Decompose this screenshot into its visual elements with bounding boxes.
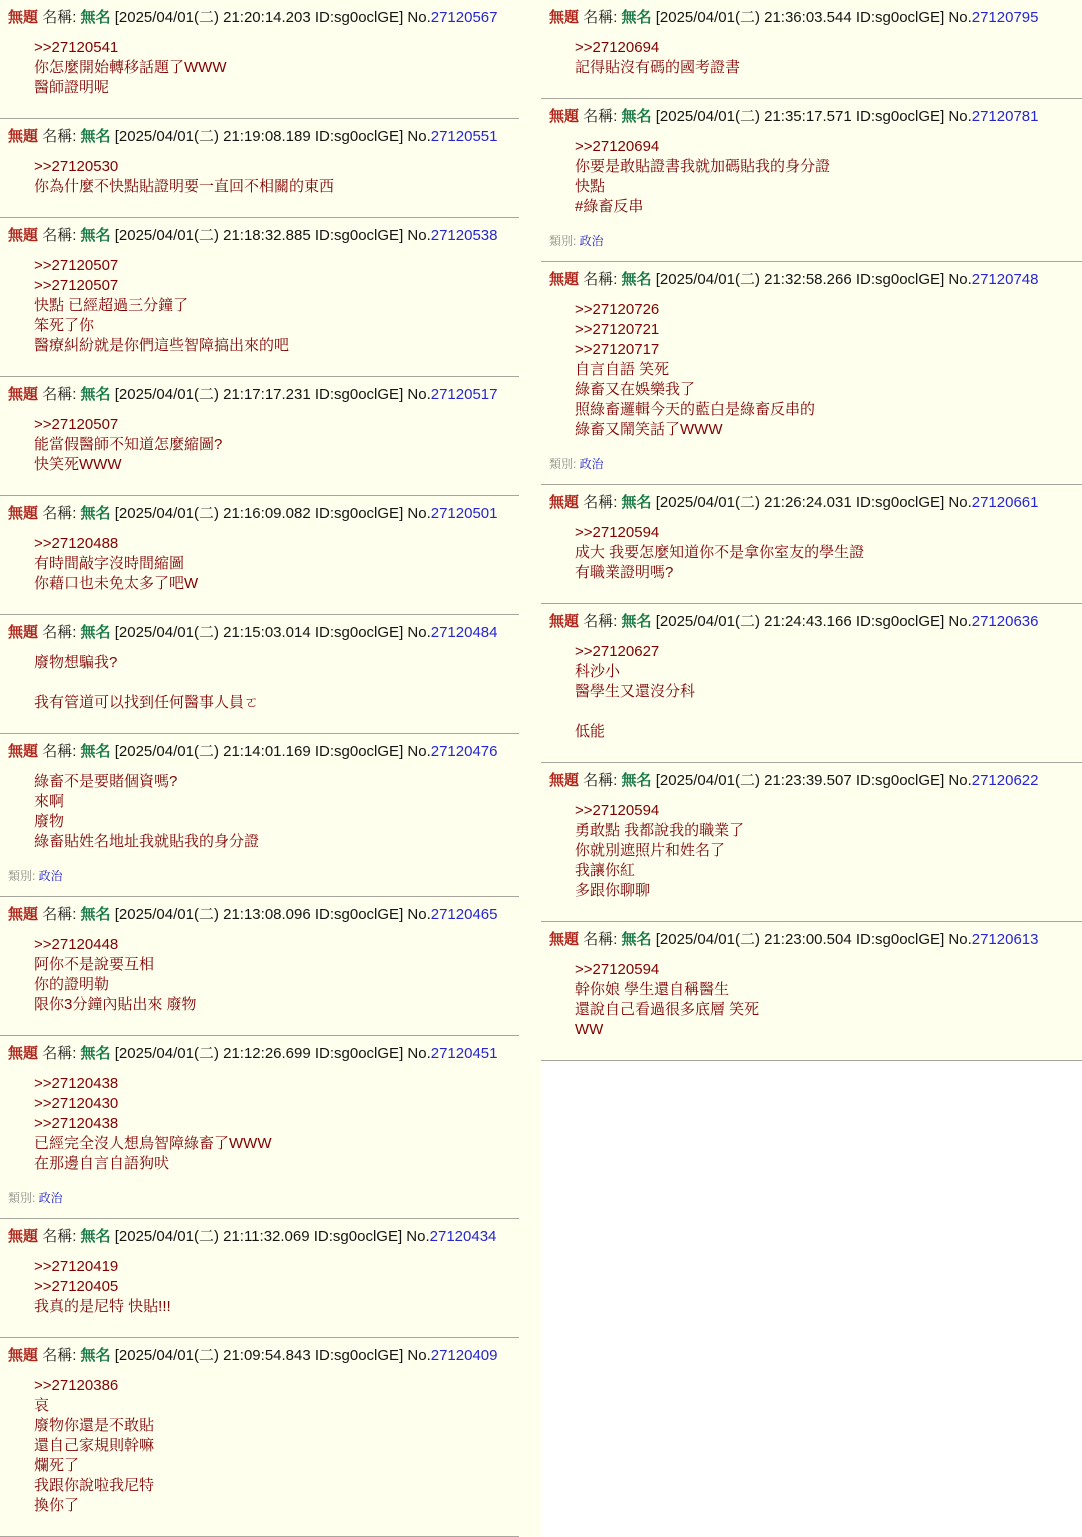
body-line: 醫師證明呢 bbox=[34, 79, 110, 96]
post-number-link[interactable]: 27120567 bbox=[430, 9, 498, 26]
body-line: 記得貼沒有碼的國考證書 bbox=[575, 59, 741, 76]
post-body bbox=[34, 1257, 541, 1317]
category-label: 類別: bbox=[8, 1191, 39, 1205]
post bbox=[0, 496, 541, 615]
category-label: 類別: bbox=[549, 234, 580, 248]
name-label: 名稱: bbox=[42, 624, 81, 641]
body-line: 有職業證明嗎? bbox=[575, 564, 674, 581]
post-number-link[interactable]: 27120465 bbox=[430, 906, 498, 923]
body-line: 還說自己看過很多底層 笑死 bbox=[575, 1001, 760, 1018]
name-label: 名稱: bbox=[42, 9, 81, 26]
post-body bbox=[575, 642, 1082, 742]
post-number-link[interactable]: 27120501 bbox=[430, 505, 498, 522]
quote-link[interactable]: >>27120726 bbox=[575, 301, 660, 318]
body-line: 醫療糾紛就是你們這些智障搞出來的吧 bbox=[34, 337, 290, 354]
quote-link[interactable]: >>27120430 bbox=[34, 1095, 119, 1112]
body-line: 自言自語 笑死 bbox=[575, 361, 670, 378]
post-header bbox=[0, 504, 541, 524]
quote-link[interactable]: >>27120507 bbox=[34, 416, 119, 433]
body-line: 科沙小 bbox=[575, 663, 621, 680]
post-number-label: No. bbox=[948, 494, 972, 511]
category-label: 類別: bbox=[549, 457, 580, 471]
post-header bbox=[0, 8, 541, 28]
post bbox=[0, 218, 541, 377]
post bbox=[541, 604, 1082, 763]
poster-name: 無名 bbox=[621, 613, 652, 630]
category-link-politics[interactable]: 政治 bbox=[579, 234, 604, 248]
post-number-link[interactable]: 27120409 bbox=[430, 1347, 498, 1364]
category-link-politics[interactable]: 政治 bbox=[579, 457, 604, 471]
poster-name: 無名 bbox=[80, 906, 111, 923]
post bbox=[0, 377, 541, 496]
post bbox=[0, 0, 541, 119]
post-number-link[interactable]: 27120484 bbox=[430, 624, 498, 641]
post-header bbox=[0, 127, 541, 147]
poster-name: 無名 bbox=[621, 772, 652, 789]
body-line: 你要是敢貼證書我就加碼貼我的身分證 bbox=[575, 158, 831, 175]
post-number-link[interactable]: 27120551 bbox=[430, 128, 498, 145]
post-subject: 無題 bbox=[8, 1347, 39, 1364]
post-number-label: No. bbox=[948, 772, 972, 789]
body-line: 我讓你紅 bbox=[575, 862, 636, 879]
post-body bbox=[575, 38, 1082, 78]
poster-name: 無名 bbox=[621, 9, 652, 26]
post-number-label: No. bbox=[948, 931, 972, 948]
post-header bbox=[0, 1227, 541, 1247]
post-subject: 無題 bbox=[8, 906, 39, 923]
body-line: 我跟你說啦我尼特 bbox=[34, 1477, 155, 1494]
post-timestamp: [2025/04/01(二) 21:15:03.014 ID:sg0oclGE] bbox=[114, 624, 408, 641]
body-line: 快點 bbox=[575, 178, 606, 195]
post-header bbox=[0, 1346, 541, 1366]
post-timestamp: [2025/04/01(二) 21:16:09.082 ID:sg0oclGE] bbox=[114, 505, 408, 522]
post bbox=[541, 0, 1082, 99]
quote-link[interactable]: >>27120694 bbox=[575, 138, 660, 155]
post-timestamp: [2025/04/01(二) 21:17:17.231 ID:sg0oclGE] bbox=[114, 386, 408, 403]
body-line: 照綠畜邏輯今天的藍白是綠畜反串的 bbox=[575, 401, 816, 418]
name-label: 名稱: bbox=[583, 271, 622, 288]
quote-link[interactable]: >>27120448 bbox=[34, 936, 119, 953]
quote-link[interactable]: >>27120507 bbox=[34, 257, 119, 274]
quote-link[interactable]: >>27120488 bbox=[34, 535, 119, 552]
name-label: 名稱: bbox=[42, 1228, 81, 1245]
quote-link[interactable]: >>27120627 bbox=[575, 643, 660, 660]
post-timestamp: [2025/04/01(二) 21:36:03.544 ID:sg0oclGE] bbox=[655, 9, 949, 26]
post-timestamp: [2025/04/01(二) 21:18:32.885 ID:sg0oclGE] bbox=[114, 227, 408, 244]
name-label: 名稱: bbox=[583, 494, 622, 511]
post-subject: 無題 bbox=[8, 386, 39, 403]
name-label: 名稱: bbox=[42, 227, 81, 244]
post-timestamp: [2025/04/01(二) 21:32:58.266 ID:sg0oclGE] bbox=[655, 271, 949, 288]
quote-link[interactable]: >>27120541 bbox=[34, 39, 119, 56]
category-label: 類別: bbox=[8, 869, 39, 883]
post-header bbox=[0, 385, 541, 405]
poster-name: 無名 bbox=[80, 227, 111, 244]
body-line: 能當假醫師不知道怎麼縮圖? bbox=[34, 436, 223, 453]
post-timestamp: [2025/04/01(二) 21:20:14.203 ID:sg0oclGE] bbox=[114, 9, 408, 26]
post-header bbox=[0, 623, 541, 643]
poster-name: 無名 bbox=[80, 624, 111, 641]
quote-link[interactable]: >>27120507 bbox=[34, 277, 119, 294]
post-subject: 無題 bbox=[8, 1045, 39, 1062]
poster-name: 無名 bbox=[621, 108, 652, 125]
poster-name: 無名 bbox=[80, 1045, 111, 1062]
post bbox=[541, 763, 1082, 922]
body-line: 還自己家規則幹嘛 bbox=[34, 1437, 155, 1454]
quote-link[interactable]: >>27120405 bbox=[34, 1278, 119, 1295]
quote-link[interactable]: >>27120594 bbox=[575, 802, 660, 819]
post-subject: 無題 bbox=[549, 613, 580, 630]
body-line: 我有管道可以找到任何醫事人員ㄛ bbox=[34, 694, 260, 711]
post-subject: 無題 bbox=[549, 9, 580, 26]
poster-name: 無名 bbox=[80, 128, 111, 145]
name-label: 名稱: bbox=[42, 743, 81, 760]
post-number-label: No. bbox=[407, 1045, 431, 1062]
poster-name: 無名 bbox=[621, 494, 652, 511]
body-line: 綠畜又鬧笑話了WWW bbox=[575, 421, 723, 438]
post-subject: 無題 bbox=[549, 494, 580, 511]
post-subject: 無題 bbox=[549, 772, 580, 789]
body-line: 快笑死WWW bbox=[34, 456, 122, 473]
post-number-label: No. bbox=[407, 624, 431, 641]
name-label: 名稱: bbox=[42, 906, 81, 923]
category-row bbox=[8, 1190, 541, 1206]
post-body bbox=[34, 415, 541, 475]
post-body bbox=[575, 960, 1082, 1040]
post-number-link[interactable]: 27120434 bbox=[429, 1228, 497, 1245]
poster-name: 無名 bbox=[621, 931, 652, 948]
post-number-link[interactable]: 27120661 bbox=[971, 494, 1039, 511]
body-line: 勇敢點 我都說我的職業了 bbox=[575, 822, 745, 839]
body-line: 廢物想騙我? bbox=[34, 654, 118, 671]
body-line: 綠畜不是要賭個資嗎? bbox=[34, 773, 178, 790]
post-timestamp: [2025/04/01(二) 21:09:54.843 ID:sg0oclGE] bbox=[114, 1347, 408, 1364]
post bbox=[0, 734, 541, 897]
body-line: WW bbox=[575, 1021, 604, 1038]
quote-link[interactable]: >>27120694 bbox=[575, 39, 660, 56]
body-line: 成大 我要怎麼知道你不是拿你室友的學生證 bbox=[575, 544, 865, 561]
name-label: 名稱: bbox=[583, 613, 622, 630]
post-timestamp: [2025/04/01(二) 21:26:24.031 ID:sg0oclGE] bbox=[655, 494, 949, 511]
name-label: 名稱: bbox=[42, 505, 81, 522]
body-line bbox=[575, 702, 1082, 722]
post-body bbox=[34, 38, 541, 98]
post-body bbox=[34, 157, 541, 197]
post-header bbox=[541, 493, 1082, 513]
body-line: 醫學生又還沒分科 bbox=[575, 683, 696, 700]
post-subject: 無題 bbox=[8, 743, 39, 760]
post-number-link[interactable]: 27120517 bbox=[430, 386, 498, 403]
poster-name: 無名 bbox=[80, 386, 111, 403]
name-label: 名稱: bbox=[42, 1347, 81, 1364]
post-number-link[interactable]: 27120795 bbox=[971, 9, 1039, 26]
post bbox=[0, 897, 541, 1036]
post-number-label: No. bbox=[407, 1347, 431, 1364]
body-line: 阿你不是說要互相 bbox=[34, 956, 155, 973]
post-timestamp: [2025/04/01(二) 21:23:39.507 ID:sg0oclGE] bbox=[655, 772, 949, 789]
post-number-label: No. bbox=[407, 227, 431, 244]
post-body bbox=[575, 137, 1082, 217]
quote-link[interactable]: >>27120386 bbox=[34, 1377, 119, 1394]
post-header bbox=[541, 771, 1082, 791]
post-header bbox=[0, 905, 541, 925]
body-line: 笨死了你 bbox=[34, 317, 95, 334]
post-timestamp: [2025/04/01(二) 21:35:17.571 ID:sg0oclGE] bbox=[655, 108, 949, 125]
post-number-link[interactable]: 27120451 bbox=[430, 1045, 498, 1062]
body-line: 幹你娘 學生還自稱醫生 bbox=[575, 981, 730, 998]
body-line bbox=[34, 673, 541, 693]
body-line: 在那邊自言自語狗吠 bbox=[34, 1155, 170, 1172]
category-link-politics[interactable]: 政治 bbox=[38, 869, 63, 883]
post-number-link[interactable]: 27120613 bbox=[971, 931, 1039, 948]
post bbox=[0, 615, 541, 734]
poster-name: 無名 bbox=[80, 1347, 111, 1364]
post-body bbox=[34, 772, 541, 852]
body-line: 多跟你聊聊 bbox=[575, 882, 651, 899]
post-body bbox=[34, 1376, 541, 1516]
post-timestamp: [2025/04/01(二) 21:14:01.169 ID:sg0oclGE] bbox=[114, 743, 408, 760]
poster-name: 無名 bbox=[80, 1228, 111, 1245]
post-header bbox=[541, 270, 1082, 290]
post-body bbox=[34, 653, 541, 713]
category-link-politics[interactable]: 政治 bbox=[38, 1191, 63, 1205]
post-header bbox=[541, 930, 1082, 950]
post-number-link[interactable]: 27120622 bbox=[971, 772, 1039, 789]
post-number-link[interactable]: 27120476 bbox=[430, 743, 498, 760]
post-subject: 無題 bbox=[8, 1228, 39, 1245]
post-subject: 無題 bbox=[549, 931, 580, 948]
post-number-label: No. bbox=[948, 613, 972, 630]
post bbox=[541, 485, 1082, 604]
post-timestamp: [2025/04/01(二) 21:12:26.699 ID:sg0oclGE] bbox=[114, 1045, 408, 1062]
post-number-link[interactable]: 27120748 bbox=[971, 271, 1039, 288]
post-header bbox=[0, 1044, 541, 1064]
body-line: 換你了 bbox=[34, 1497, 80, 1514]
name-label: 名稱: bbox=[42, 1045, 81, 1062]
post-subject: 無題 bbox=[8, 9, 39, 26]
post-number-label: No. bbox=[407, 906, 431, 923]
post-timestamp: [2025/04/01(二) 21:24:43.166 ID:sg0oclGE] bbox=[655, 613, 949, 630]
quote-link[interactable]: >>27120594 bbox=[575, 524, 660, 541]
post-number-label: No. bbox=[948, 9, 972, 26]
post-subject: 無題 bbox=[549, 271, 580, 288]
post-number-label: No. bbox=[407, 743, 431, 760]
category-row bbox=[549, 456, 1082, 472]
quote-link[interactable]: >>27120438 bbox=[34, 1115, 119, 1132]
body-line: 你藉口也未免太多了吧W bbox=[34, 575, 199, 592]
body-line: 廢物你還是不敢貼 bbox=[34, 1417, 155, 1434]
post bbox=[0, 119, 541, 218]
post-body bbox=[34, 935, 541, 1015]
post-header bbox=[541, 612, 1082, 632]
post-column-right bbox=[541, 0, 1082, 1061]
quote-link[interactable]: >>27120419 bbox=[34, 1258, 119, 1275]
name-label: 名稱: bbox=[583, 931, 622, 948]
post-number-link[interactable]: 27120538 bbox=[430, 227, 498, 244]
post-body bbox=[34, 534, 541, 594]
post bbox=[0, 1219, 541, 1338]
post-divider bbox=[541, 1060, 1082, 1061]
post-subject: 無題 bbox=[549, 108, 580, 125]
post bbox=[0, 1338, 541, 1537]
body-line: 你就別遮照片和姓名了 bbox=[575, 842, 726, 859]
quote-link[interactable]: >>27120594 bbox=[575, 961, 660, 978]
post-number-label: No. bbox=[407, 386, 431, 403]
poster-name: 無名 bbox=[621, 271, 652, 288]
post-number-label: No. bbox=[948, 108, 972, 125]
post-body bbox=[575, 300, 1082, 440]
body-line: 低能 bbox=[575, 723, 606, 740]
body-line: 綠畜貼姓名地址我就貼我的身分證 bbox=[34, 833, 260, 850]
body-line: 你怎麼開始轉移話題了WWW bbox=[34, 59, 227, 76]
body-line: 有時間敲字沒時間縮圖 bbox=[34, 555, 185, 572]
quote-link[interactable]: >>27120530 bbox=[34, 158, 119, 175]
post-body bbox=[34, 1074, 541, 1174]
body-line: 綠畜又在娛樂我了 bbox=[575, 381, 696, 398]
post-body bbox=[34, 256, 541, 356]
name-label: 名稱: bbox=[583, 108, 622, 125]
body-line: 你為什麼不快點貼證明要一直回不相關的東西 bbox=[34, 178, 335, 195]
post-header bbox=[0, 226, 541, 246]
name-label: 名稱: bbox=[42, 128, 81, 145]
quote-link[interactable]: >>27120438 bbox=[34, 1075, 119, 1092]
post-subject: 無題 bbox=[8, 624, 39, 641]
post-header bbox=[0, 742, 541, 762]
post-timestamp: [2025/04/01(二) 21:23:00.504 ID:sg0oclGE] bbox=[655, 931, 949, 948]
post-header bbox=[541, 8, 1082, 28]
post-timestamp: [2025/04/01(二) 21:19:08.189 ID:sg0oclGE] bbox=[114, 128, 408, 145]
post-number-label: No. bbox=[407, 9, 431, 26]
quote-link[interactable]: >>27120721 bbox=[575, 321, 660, 338]
category-row bbox=[549, 233, 1082, 249]
post-subject: 無題 bbox=[8, 227, 39, 244]
post-number-label: No. bbox=[407, 505, 431, 522]
name-label: 名稱: bbox=[583, 772, 622, 789]
body-line: 爛死了 bbox=[34, 1457, 80, 1474]
post bbox=[541, 99, 1082, 262]
category-row bbox=[8, 868, 541, 884]
post bbox=[541, 262, 1082, 485]
post-number-label: No. bbox=[406, 1228, 430, 1245]
body-line: 來啊 bbox=[34, 793, 65, 810]
post-timestamp: [2025/04/01(二) 21:11:32.069 ID:sg0oclGE] bbox=[114, 1228, 407, 1245]
post bbox=[541, 922, 1082, 1061]
poster-name: 無名 bbox=[80, 505, 111, 522]
post-number-label: No. bbox=[407, 128, 431, 145]
body-line: 廢物 bbox=[34, 813, 65, 830]
post-header bbox=[541, 107, 1082, 127]
poster-name: 無名 bbox=[80, 743, 111, 760]
post-body bbox=[575, 801, 1082, 901]
body-line: 你的證明勒 bbox=[34, 976, 110, 993]
post-body bbox=[575, 523, 1082, 583]
body-line: 已經完全沒人想鳥智障綠畜了WWW bbox=[34, 1135, 272, 1152]
post-subject: 無題 bbox=[8, 505, 39, 522]
poster-name: 無名 bbox=[80, 9, 111, 26]
body-line: 快點 已經超過三分鐘了 bbox=[34, 297, 189, 314]
body-line: 我真的是尼特 快貼!!! bbox=[34, 1298, 171, 1315]
body-line: 限你3分鐘內貼出來 廢物 bbox=[34, 996, 197, 1013]
post bbox=[0, 1036, 541, 1219]
name-label: 名稱: bbox=[583, 9, 622, 26]
name-label: 名稱: bbox=[42, 386, 81, 403]
post-number-link[interactable]: 27120781 bbox=[971, 108, 1039, 125]
body-line: 哀 bbox=[34, 1397, 50, 1414]
quote-link[interactable]: >>27120717 bbox=[575, 341, 660, 358]
post-subject: 無題 bbox=[8, 128, 39, 145]
body-line: #綠畜反串 bbox=[575, 198, 644, 215]
post-number-label: No. bbox=[948, 271, 972, 288]
post-timestamp: [2025/04/01(二) 21:13:08.096 ID:sg0oclGE] bbox=[114, 906, 408, 923]
post-number-link[interactable]: 27120636 bbox=[971, 613, 1039, 630]
